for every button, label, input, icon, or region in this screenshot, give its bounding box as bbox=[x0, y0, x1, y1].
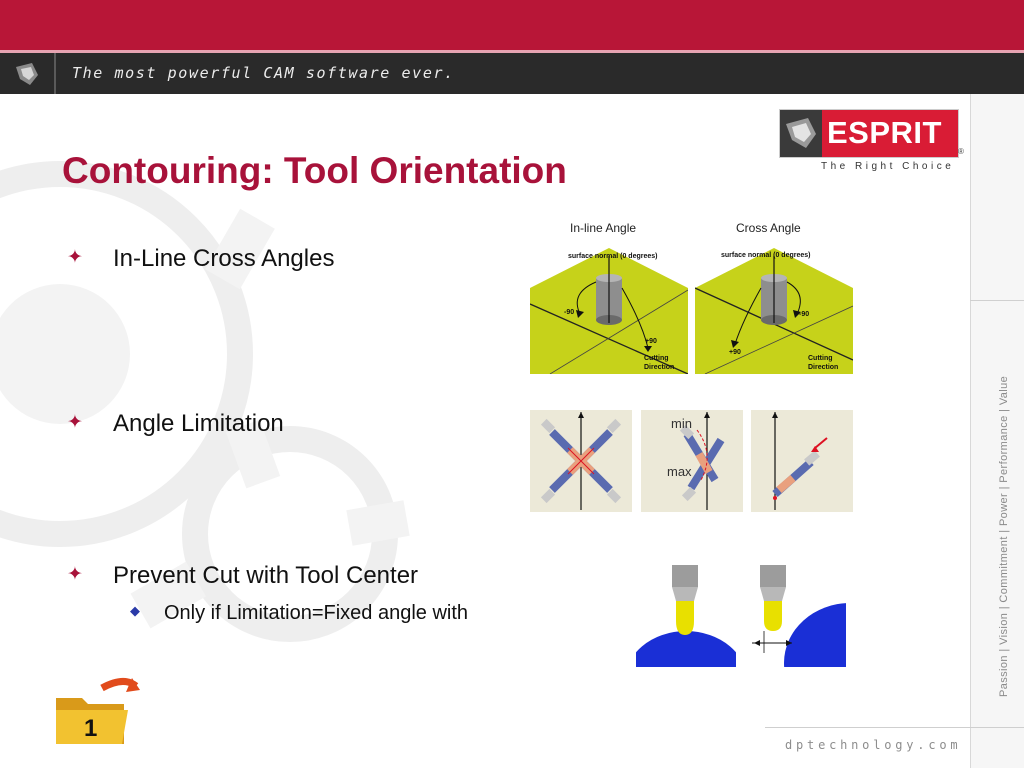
sub-bullet-fixed-angle bbox=[130, 602, 469, 625]
diamond-bullet-icon: ◆ bbox=[130, 603, 140, 618]
bullet-inline-cross-angles bbox=[67, 245, 335, 273]
esprit-mini-logo-icon bbox=[12, 59, 42, 89]
logo-trademark: ® bbox=[958, 147, 964, 156]
bullet-angle-limitation bbox=[67, 410, 284, 438]
surface-normal-text: surface normal (0 degrees) bbox=[568, 253, 658, 260]
bullet-star-icon: ✦ bbox=[67, 564, 83, 585]
footer-url: dptechnology.com bbox=[785, 738, 962, 752]
logo-emblem bbox=[780, 110, 822, 157]
esprit-logo bbox=[779, 109, 959, 158]
direction-label: Direction bbox=[644, 364, 675, 371]
bullet-text: Prevent Cut with Tool Center bbox=[113, 562, 419, 589]
right-rail bbox=[970, 94, 1024, 768]
bullet-star-icon: ✦ bbox=[67, 412, 83, 433]
tool-center-ball-left bbox=[636, 565, 736, 667]
tagline-divider bbox=[54, 53, 56, 94]
min-label: min bbox=[671, 416, 692, 431]
bullet-prevent-cut bbox=[67, 562, 419, 590]
cutting-label: Cutting bbox=[808, 355, 833, 362]
logo-tagline: The Right Choice bbox=[821, 161, 955, 172]
bullet-text: Angle Limitation bbox=[113, 410, 284, 437]
tagline-bar bbox=[0, 53, 1024, 94]
esprit-emblem-icon bbox=[780, 110, 822, 157]
surface-normal-text: surface normal (0 degrees) bbox=[721, 252, 811, 259]
sub-bullet-text: Only if Limitation=Fixed angle with bbox=[164, 602, 469, 624]
values-vertical-text: Passion | Vision | Commitment | Power | Performance | Value bbox=[998, 375, 1010, 697]
minus-90-label: -90 bbox=[799, 311, 810, 318]
limitation-panel-min-max bbox=[641, 410, 743, 512]
slide-title: Contouring: Tool Orientation bbox=[62, 150, 567, 191]
max-label: max bbox=[667, 464, 692, 479]
minus-90-label: -90 bbox=[564, 309, 575, 316]
inline-angle-label: In-line Angle bbox=[570, 221, 637, 235]
tool-center-ball-right bbox=[746, 565, 846, 667]
folder-return-icon[interactable] bbox=[52, 676, 140, 748]
cross-angle-label: Cross Angle bbox=[736, 221, 801, 235]
cross-angle-diagram bbox=[695, 248, 853, 374]
bullet-star-icon: ✦ bbox=[67, 247, 83, 268]
plus-90-label: +90 bbox=[729, 349, 741, 356]
footer-divider bbox=[765, 727, 1024, 728]
bullet-text: In-Line Cross Angles bbox=[113, 245, 335, 272]
logo-wordmark: ESPRIT bbox=[827, 115, 942, 150]
inline-angle-diagram bbox=[530, 248, 688, 374]
rail-divider bbox=[970, 300, 1024, 301]
direction-label: Direction bbox=[808, 364, 839, 371]
top-brand-band bbox=[0, 0, 1024, 52]
folder-number: 1 bbox=[84, 715, 98, 742]
tagline-text: The most powerful CAM software ever. bbox=[72, 64, 455, 82]
limitation-panel-tilted bbox=[751, 410, 853, 512]
limitation-panel-cross bbox=[530, 410, 632, 512]
cutting-label: Cutting bbox=[644, 355, 669, 362]
plus-90-label: +90 bbox=[645, 338, 657, 345]
